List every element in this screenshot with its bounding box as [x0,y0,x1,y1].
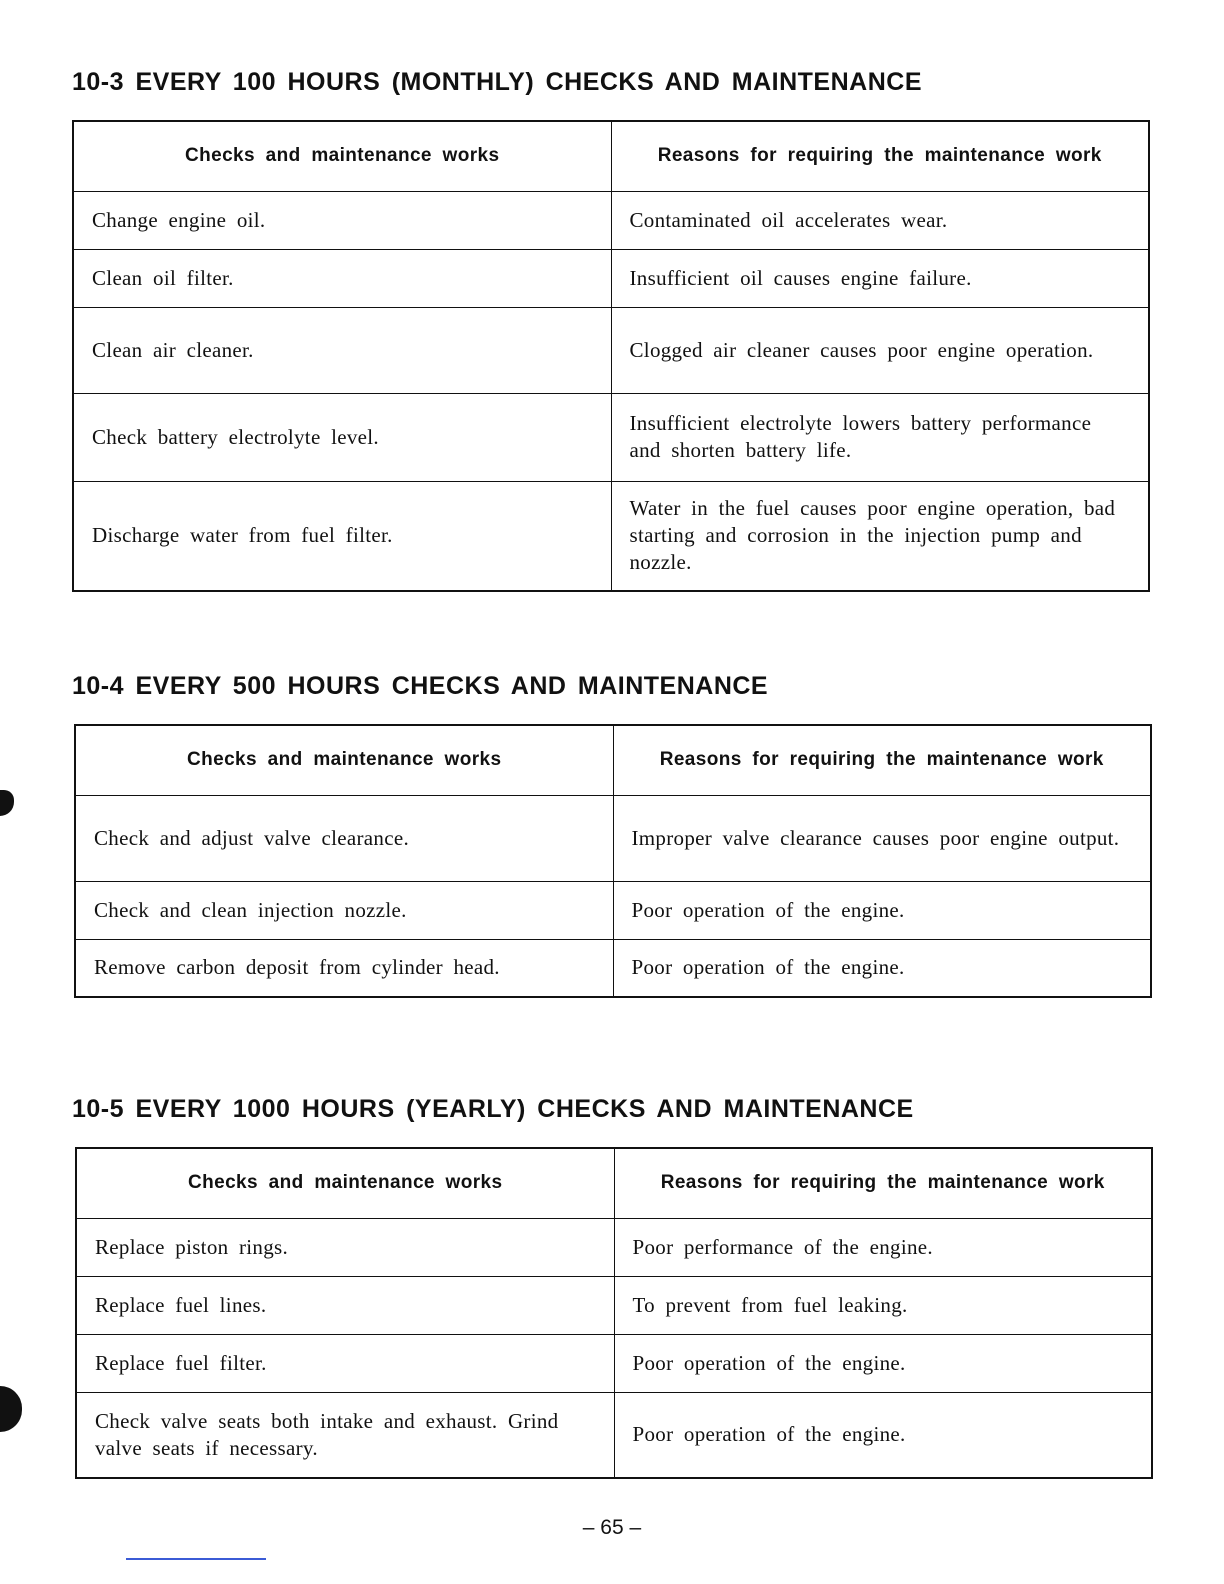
page-number: – 65 – [582,1516,642,1539]
check-item: Check and adjust valve clearance. [75,795,613,881]
check-item: Clean oil filter. [73,249,611,307]
column-header-reasons: Reasons for requiring the maintenance work [614,1148,1152,1218]
reason-item: Poor performance of the engine. [614,1218,1152,1276]
reason-item: To prevent from fuel leaking. [614,1276,1152,1334]
section-title-10-3: 10-3 EVERY 100 HOURS (MONTHLY) CHECKS AND MAINTENANCE [72,68,922,96]
section-title-10-5: 10-5 EVERY 1000 HOURS (YEARLY) CHECKS AND MAINTENANCE [72,1095,914,1123]
reason-item: Clogged air cleaner causes poor engine operation. [611,307,1149,393]
table-row [73,307,1149,393]
check-item: Discharge water from fuel filter. [73,481,611,591]
table-row [73,191,1149,249]
table-row [75,881,1151,939]
table-header-row [76,1148,1152,1218]
table-row [76,1276,1152,1334]
check-item: Check and clean injection nozzle. [75,881,613,939]
table-row [76,1392,1152,1478]
reason-item: Insufficient electrolyte lowers battery performance and shorten battery life. [611,393,1149,481]
check-item: Remove carbon deposit from cylinder head. [75,939,613,997]
check-item: Check battery electrolyte level. [73,393,611,481]
maintenance-table-100-hours [72,120,1150,592]
reason-item: Poor operation of the engine. [613,939,1151,997]
table-row [73,249,1149,307]
reason-item: Poor operation of the engine. [613,881,1151,939]
column-header-checks: Checks and maintenance works [76,1148,614,1218]
table-row [73,393,1149,481]
reason-item: Poor operation of the engine. [614,1334,1152,1392]
margin-mark [0,1386,22,1432]
maintenance-table-500-hours [74,724,1152,998]
table-row [75,939,1151,997]
column-header-checks: Checks and maintenance works [73,121,611,191]
table-header-row [73,121,1149,191]
column-header-checks: Checks and maintenance works [75,725,613,795]
margin-mark [0,790,14,816]
table-row [73,481,1149,591]
table-row [75,795,1151,881]
table-header-row [75,725,1151,795]
check-item: Replace piston rings. [76,1218,614,1276]
reason-item: Insufficient oil causes engine failure. [611,249,1149,307]
footer-rule [126,1558,266,1560]
reason-item: Contaminated oil accelerates wear. [611,191,1149,249]
reason-item: Improper valve clearance causes poor engine output. [613,795,1151,881]
check-item: Check valve seats both intake and exhaust. Grind valve seats if necessary. [76,1392,614,1478]
table-row [76,1334,1152,1392]
check-item: Replace fuel filter. [76,1334,614,1392]
check-item: Change engine oil. [73,191,611,249]
check-item: Replace fuel lines. [76,1276,614,1334]
column-header-reasons: Reasons for requiring the maintenance work [613,725,1151,795]
table-row [76,1218,1152,1276]
column-header-reasons: Reasons for requiring the maintenance work [611,121,1149,191]
section-title-10-4: 10-4 EVERY 500 HOURS CHECKS AND MAINTENANCE [72,672,769,700]
reason-item: Poor operation of the engine. [614,1392,1152,1478]
check-item: Clean air cleaner. [73,307,611,393]
reason-item: Water in the fuel causes poor engine operation, bad starting and corrosion in the injection pump and nozzle. [611,481,1149,591]
maintenance-table-1000-hours [75,1147,1153,1479]
